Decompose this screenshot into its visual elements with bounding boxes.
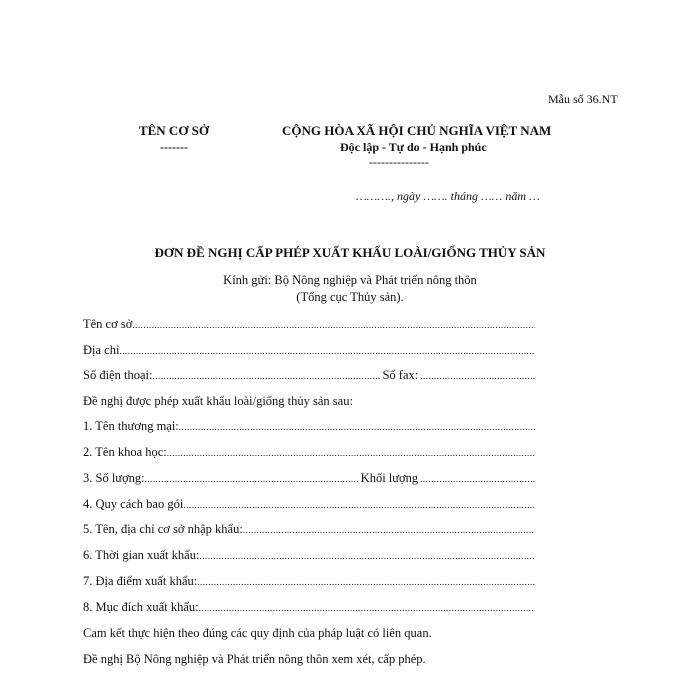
document-title: ĐƠN ĐỀ NGHỊ CẤP PHÉP XUẤT KHẨU LOÀI/GIỐNG THỦY SẢN <box>154 245 546 260</box>
trade-name-label: 1. Tên thương mại: <box>83 419 179 433</box>
motto-divider: --------------- <box>369 155 429 169</box>
fax-blank[interactable] <box>420 371 535 381</box>
fax-label: Số fax: <box>382 368 419 382</box>
facility-name-blank[interactable] <box>132 320 535 330</box>
quantity-blank[interactable] <box>145 474 359 484</box>
facility-name-label: Tên cơ sở <box>83 317 133 331</box>
national-motto: Độc lập - Tự do - Hạnh phúc <box>340 140 487 154</box>
quantity-weight-field <box>83 471 535 489</box>
date-line: ………., ngày ……. tháng …… năm … <box>356 189 540 203</box>
export-time-blank[interactable] <box>199 551 535 561</box>
scientific-name-label: 2. Tên khoa học: <box>83 445 167 459</box>
packaging-label: 4. Quy cách bao gói <box>83 497 184 511</box>
importer-field <box>83 522 535 540</box>
export-place-label: 7. Địa điểm xuất khẩu: <box>83 574 198 588</box>
export-time-label: 6. Thời gian xuất khẩu: <box>83 548 200 562</box>
export-purpose-blank[interactable] <box>199 603 535 613</box>
closing-text: Đề nghị Bộ Nông nghiệp và Phát triển nông thôn xem xét, cấp phép. <box>83 652 426 666</box>
importer-label: 5. Tên, địa chỉ cơ sở nhập khẩu: <box>83 522 243 536</box>
form-code: Mẫu số 36.NT <box>548 92 618 106</box>
trade-name-blank[interactable] <box>179 422 535 432</box>
address-blank[interactable] <box>119 346 535 356</box>
quantity-label: 3. Số lượng: <box>83 471 145 485</box>
packaging-field <box>83 497 535 515</box>
recipient-subline: (Tổng cục Thủy sản). <box>296 290 404 304</box>
address-field <box>83 343 535 361</box>
facility-label: TÊN CƠ SỞ <box>138 123 210 138</box>
scientific-name-field <box>83 445 535 463</box>
commitment-text: Cam kết thực hiện theo đúng các quy định của pháp luật có liên quan. <box>83 626 432 640</box>
phone-blank[interactable] <box>152 371 380 381</box>
export-purpose-field <box>83 600 535 618</box>
importer-blank[interactable] <box>243 525 535 535</box>
export-purpose-label: 8. Mục đích xuất khẩu: <box>83 600 199 614</box>
weight-blank[interactable] <box>420 474 535 484</box>
weight-label: Khối lượng <box>360 471 419 485</box>
trade-name-field <box>83 419 535 437</box>
export-place-blank[interactable] <box>197 577 535 587</box>
facility-divider: ------- <box>160 140 188 154</box>
phone-label: Số điện thoại: <box>83 368 153 382</box>
export-time-field <box>83 548 535 566</box>
phone-fax-field <box>83 368 535 386</box>
packaging-blank[interactable] <box>183 500 535 510</box>
recipient-line: Kính gửi: Bộ Nông nghiệp và Phát triển nông thôn <box>223 273 477 287</box>
export-place-field <box>83 574 535 592</box>
request-intro: Đề nghị được phép xuất khẩu loài/giống thủy sản sau: <box>83 394 353 408</box>
address-label: Địa chỉ <box>83 343 120 357</box>
national-title: CỘNG HÒA XÃ HỘI CHỦ NGHĨA VIỆT NAM <box>282 123 552 138</box>
scientific-name-blank[interactable] <box>167 448 535 458</box>
facility-name-field <box>83 317 535 335</box>
